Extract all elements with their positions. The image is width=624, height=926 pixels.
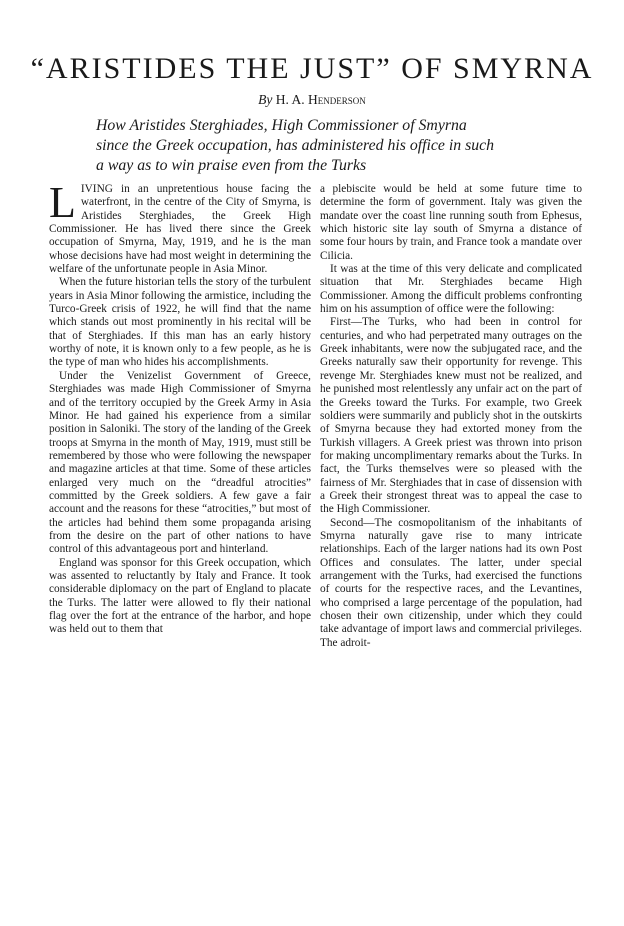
- paragraph: First—The Turks, who had been in control for centuries, and who had perpetrated many outrages on the Greek inhabitants, were now the subjugated race, and the Greeks naturally saw their opportunity for revenge. This revenge Mr. Sterghiades knew must not be realized, and he punished most relentlessly any unfair act on the part of the Greeks toward the Turks. For example, two Greek soldiers were summarily and publicly shot in the outskirts of Smyrna because they had extorted money from the Turkish villagers. A Greek priest was thrown into prison for making uncomplimentary remarks about the Turks. In fact, the Turks themselves were so pleased with the fairness of Mr. Sterghiades that in case of dissension with a Greek their strongest threat was to appeal the case to the High Commissioner.: [320, 316, 582, 516]
- paragraph: Second—The cosmopolitanism of the inhabitants of Smyrna naturally gave rise to many intricate relationships. Each of the larger nations had its own Post Offices and consulates. The latter, under special arrangement with the Turks, had exercised the functions of courts for the respective races, and the Levantines, who comprised a large percentage of the population, had chosen their own citizenship, under which they could take advantage of import laws and commercial privileges. The adroit-: [320, 516, 582, 649]
- deck-line: since the Greek occupation, has administered his office in such: [96, 137, 495, 154]
- left-column: [49, 178, 311, 637]
- paragraph: England was sponsor for this Greek occupation, which was assented to reluctantly by Italy and France. It took considerable diplomacy on the part of England to placate the Turks. The latter were allowed to fly their national flag over the fort at the entrance of the harbor, and hope was held out to them that: [49, 556, 311, 636]
- paragraph-text: IVING in an unpretentious house facing the waterfront, in the centre of the City of Smyrna, is Aristides Sterghiades, the Greek High Commissioner. He has lived there since the Greek occupation of Smyrna, May, 1919, and he is the man whose decisions have had most weight in determining the welfare of the unfortunate people in Asia Minor.: [49, 183, 311, 276]
- drop-cap: L: [49, 178, 76, 227]
- article-deck: [96, 116, 546, 176]
- byline: [0, 92, 624, 108]
- paragraph: Under the Venizelist Government of Greece, Sterghiades was made High Commissioner of Smyrna and of the territory occupied by the Greek Army in Asia Minor. He had gained his experience from a similar position in Saloniki. The story of the landing of the Greek troops at Smyrna in the month of May, 1919, must still be remembered by those who were following the newspaper and magazine articles at that time. Some of these articles enlarged very much on the “dreadful atrocities” committed by the Greek soldiers. A few gave a fair account and the reasons for these “atrocities,” but most of the articles had behind them some propaganda arising from the desire on the part of other nations to have control of this advantageous port and hinterland.: [49, 369, 311, 556]
- right-column: [320, 183, 582, 650]
- deck-line: a way as to win praise even from the Turks: [96, 157, 367, 174]
- paragraph: [49, 178, 311, 276]
- paragraph: a plebiscite would be held at some future time to determine the form of government. Italy was given the mandate over the coast line running south from Ephesus, which historic site lay south of Smyrna a distance of some four hours by train, and France took a mandate over Cilicia.: [320, 183, 582, 262]
- deck-line: How Aristides Sterghiades, High Commissioner of Smyrna: [96, 117, 467, 134]
- paragraph: It was at the time of this very delicate and complicated situation that Mr. Sterghiades became High Commissioner. Among the difficult problems confronting him on his assumption of office were the following:: [320, 263, 582, 316]
- author-name: H. A. Henderson: [275, 92, 366, 107]
- article-title: “ARISTIDES THE JUST” OF SMYRNA: [30, 52, 594, 85]
- paragraph: When the future historian tells the story of the turbulent years in Asia Minor following the armistice, including the Turco-Greek crisis of 1922, he will find that the name which stands out most prominently in his recital will be that of Sterghiades. If this man has an early history worthy of note, it is known only to a few people, as he is the type of man who hides his accomplishments.: [49, 276, 311, 369]
- byline-prefix: By: [258, 92, 273, 107]
